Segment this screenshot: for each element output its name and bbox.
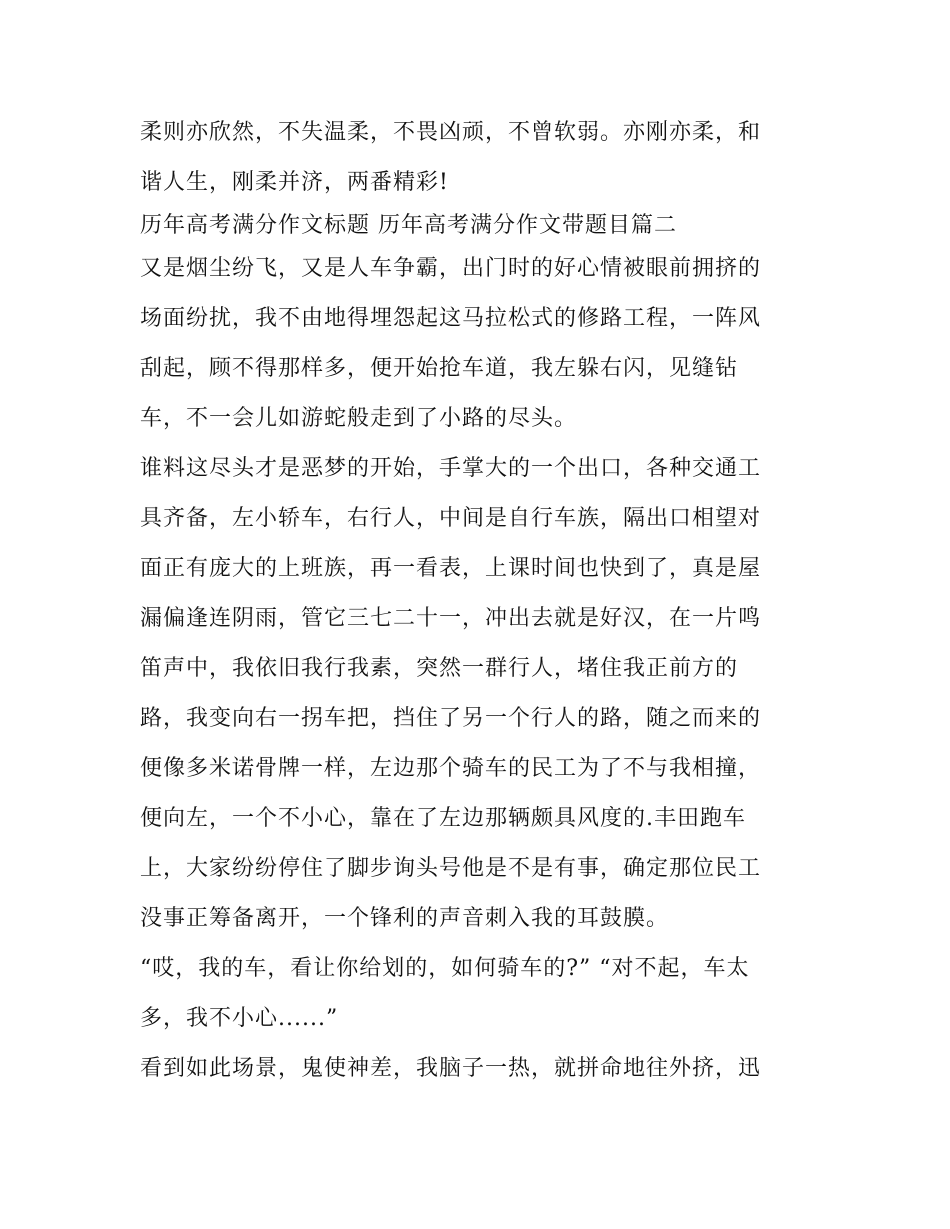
text-line: 路，我变向右一拐车把，挡住了另一个行人的路，随之而来的 [140,706,762,731]
text-line: 具齐备，左小轿车，右行人，中间是自行车族，隔出口相望对 [140,506,762,531]
text-line: 柔则亦欣然，不失温柔，不畏凶顽，不曾软弱。亦刚亦柔，和 [140,120,762,145]
text-line: 又是烟尘纷飞，又是人车争霸，出门时的好心情被眼前拥挤的 [140,256,762,281]
text-line: 上，大家纷纷停住了脚步询头号他是不是有事，确定那位民工 [140,856,762,881]
section-heading: 历年高考满分作文标题 历年高考满分作文带题目篇二 [140,213,677,238]
text-line: 刮起，顾不得那样多，便开始抢车道，我左躲右闪，见缝钻 [140,356,739,381]
dialogue-line: “哎，我的车，看让你给划的，如何骑车的?” “对不起，车太 [140,956,750,981]
dialogue-line: 多，我不小心......” [140,1006,339,1031]
text-line: 谁料这尽头才是恶梦的开始，手掌大的一个出口，各种交通工 [140,456,762,481]
essay-text [140,108,812,1094]
text-line: 漏偏逢连阴雨，管它三七二十一，冲出去就是好汉，在一片鸣 [140,606,762,631]
text-line: 笛声中，我依旧我行我素，突然一群行人，堵住我正前方的 [140,656,739,681]
text-line: 车，不一会儿如游蛇般走到了小路的尽头。 [140,406,578,431]
text-line: 便像多米诺骨牌一样，左边那个骑车的民工为了不与我相撞， [140,756,762,781]
text-line: 谐人生，刚柔并济，两番精彩! [140,170,449,195]
text-line: 便向左，一个不小心，靠在了左边那辆颇具风度的.丰田跑车 [140,806,746,831]
text-line: 没事正筹备离开，一个锋利的声音刺入我的耳鼓膜。 [140,906,670,931]
text-line: 看到如此场景，鬼使神差，我脑子一热，就拼命地往外挤，迅 [140,1056,762,1081]
text-line: 场面纷扰，我不由地得埋怨起这马拉松式的修路工程，一阵风 [140,306,762,331]
text-line: 面正有庞大的上班族，再一看表，上课时间也快到了，真是屋 [140,556,762,581]
